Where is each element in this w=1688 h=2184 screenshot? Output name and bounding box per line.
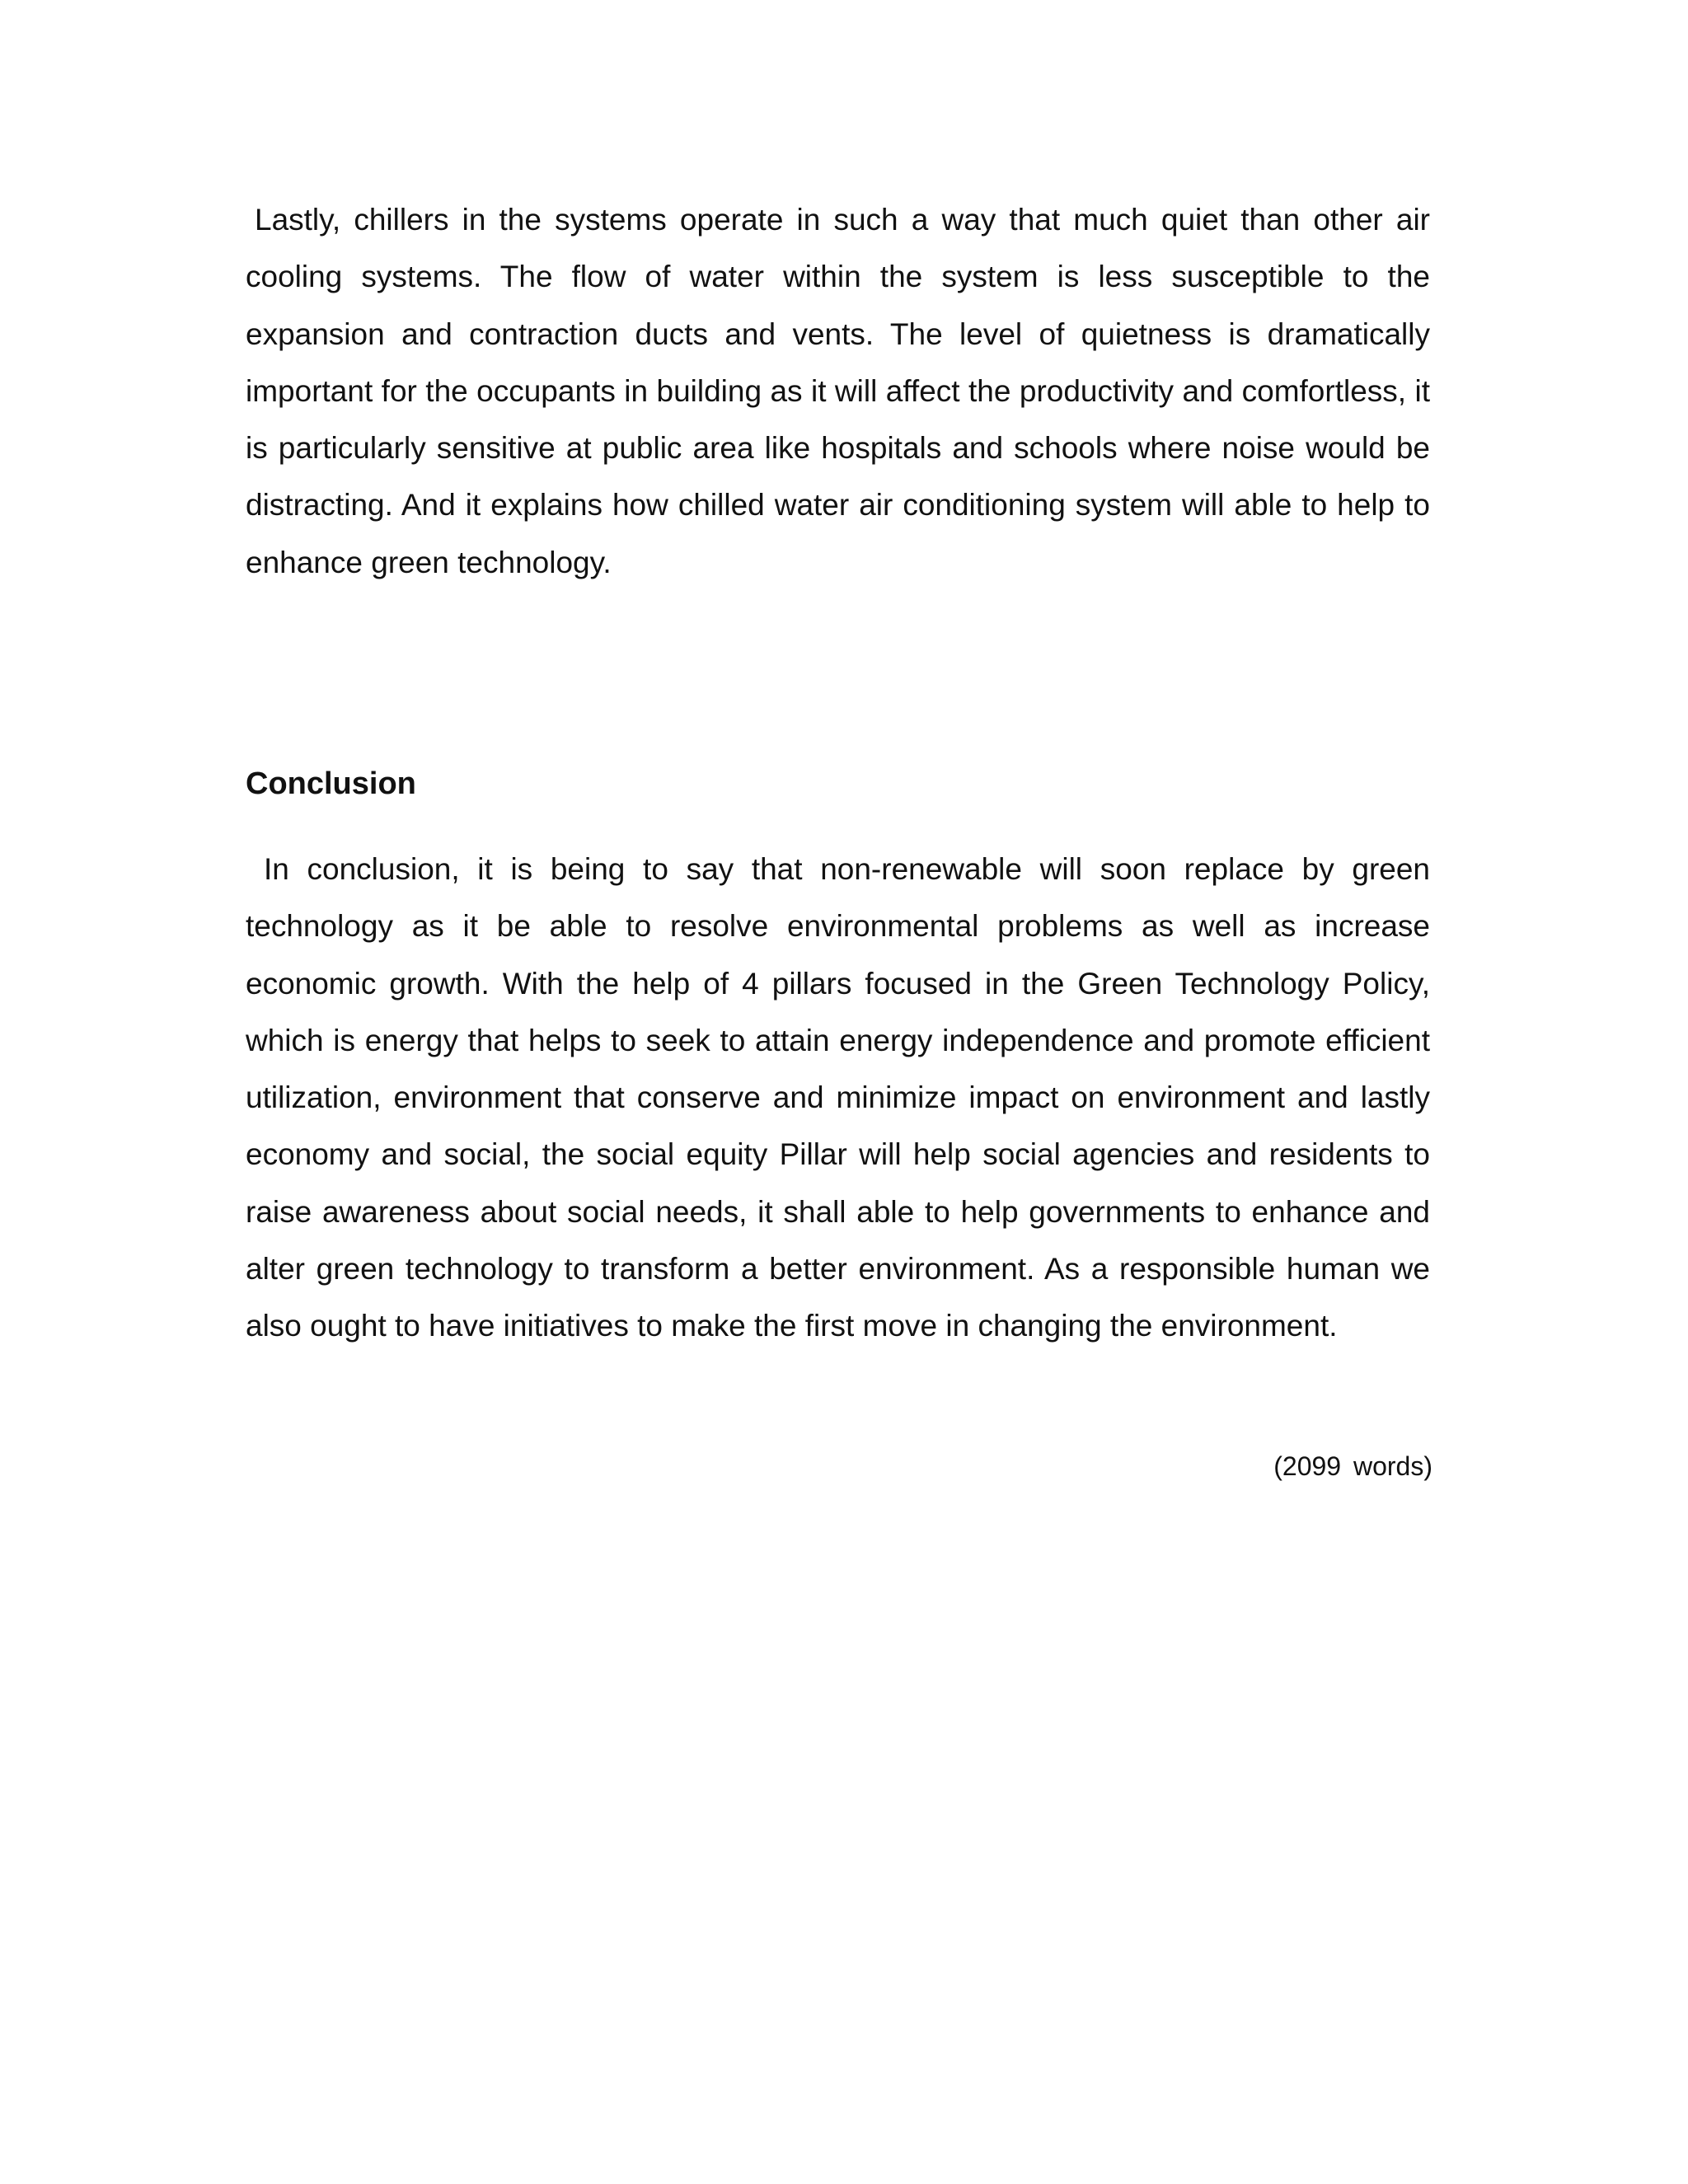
body-paragraph-conclusion: In conclusion, it is being to say that non-renewable will soon replace by green technology as it be able to resolve environmental problems as well as increase economic growth. With the help of 4 pillars focused in the Green Technology Policy, which is energy that helps to seek to attain energy independence and promote efficient utilization, environment that conserve and minimize impact on environment and lastly economy and social, the social equity Pillar will help social agencies and residents to raise awareness about social needs, it shall able to help governments to enhance and alter green technology to transform a better environment. As a responsible human we also ought to have initiatives to make the first move in changing the environment. xyxy=(246,852,1430,1343)
conclusion-section xyxy=(246,841,1430,1355)
page-content xyxy=(246,191,1432,1481)
body-paragraph-chillers: Lastly, chillers in the systems operate in such a way that much quiet than other air cooling systems. The flow of water within the system is less susceptible to the expansion and contraction ducts and vents. The level of quietness is dramatically important for the occupants in building as it will affect the productivity and comfortless, it is particularly sensitive at public area like hospitals and schools where noise would be distracting. And it explains how chilled water air conditioning system will able to help to enhance green technology. xyxy=(246,203,1430,579)
word-count-label: (2099 words) xyxy=(1273,1451,1432,1481)
section-heading-conclusion: Conclusion xyxy=(246,766,416,801)
